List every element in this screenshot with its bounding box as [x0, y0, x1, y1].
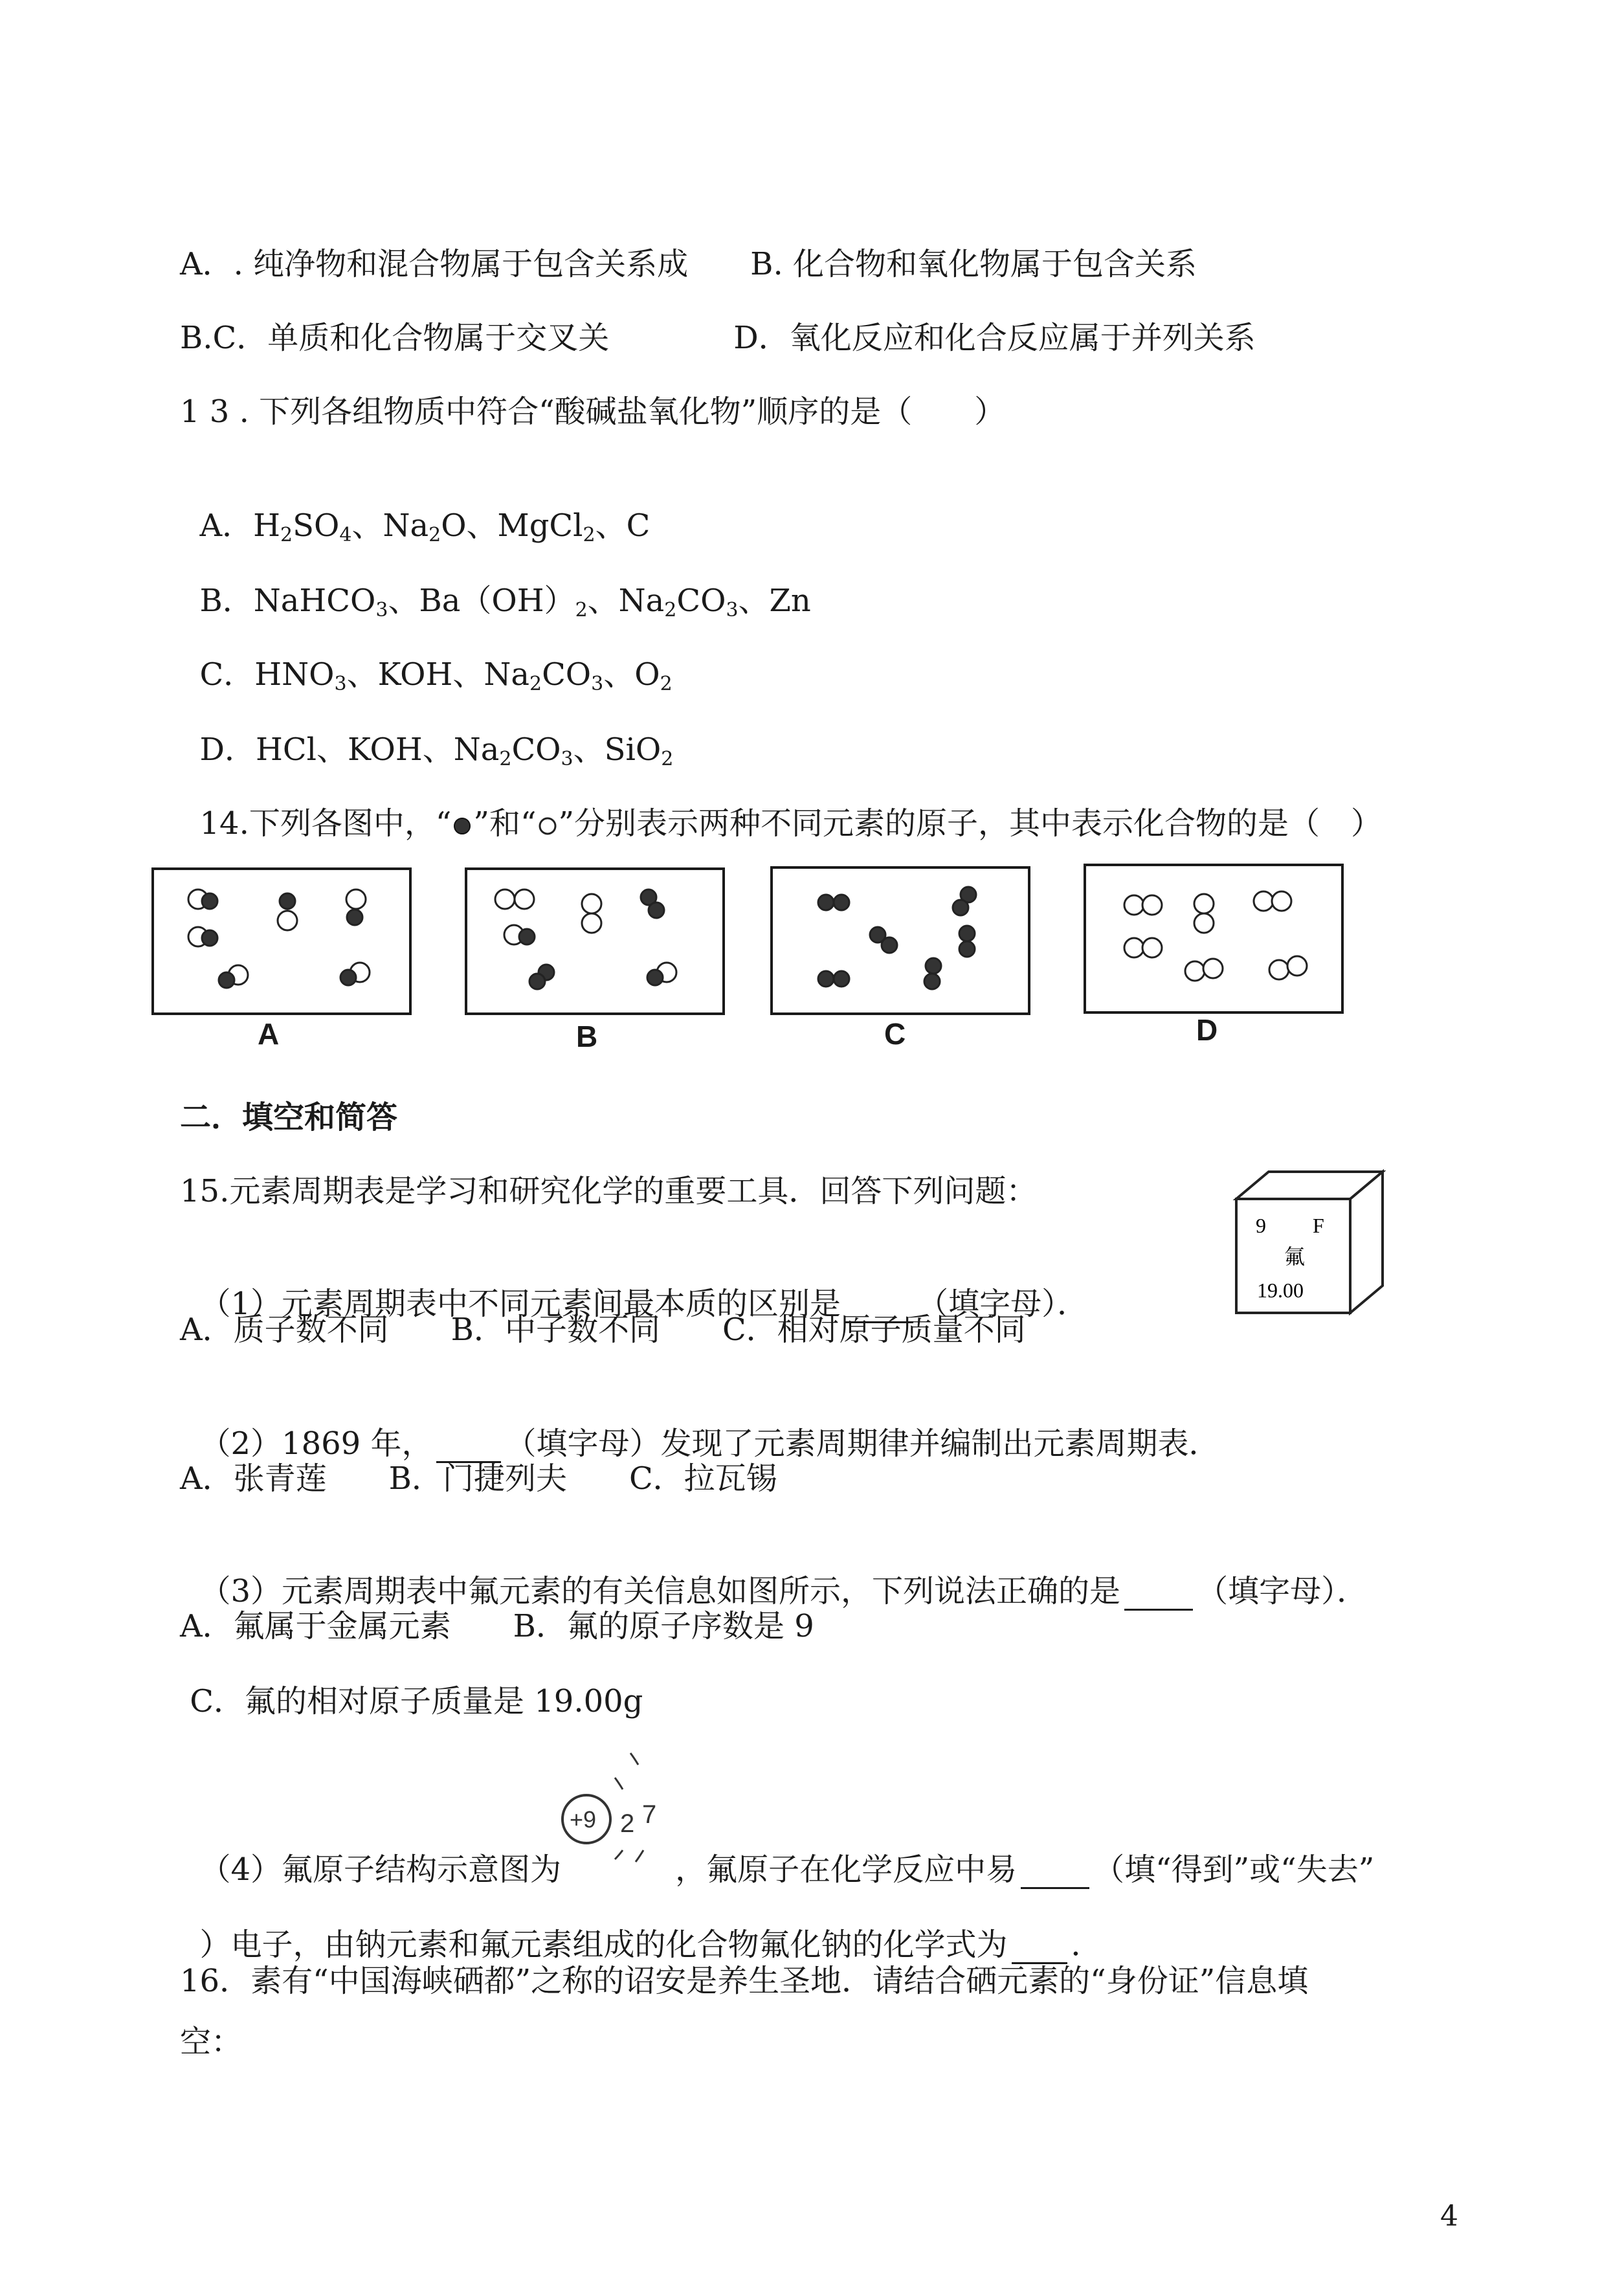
- figure-c-molecules: [773, 869, 1028, 1012]
- q13-option-d: D．HCl、KOH、$Na_2CO_3$、SiO$_2$: [199, 732, 674, 770]
- q15-part-2: （2）1869 年， （填字母）发现了元素周期律并编制出元素周期表．: [199, 1426, 1220, 1462]
- element-name: 氟: [1284, 1245, 1306, 1268]
- figure-b-molecules: [467, 870, 722, 1012]
- figure-d-label: D: [1196, 1013, 1218, 1047]
- q15-part-4: （4）氟原子结构示意图为 ，氟原子在化学反应中易 （填“得到”或“失去”: [199, 1851, 1375, 1888]
- q13-stem: 1 3 . 下列各组物质中符合“酸碱盐氧化物”顺序的是（ ）: [180, 394, 1006, 430]
- figure-d-box: [1084, 864, 1344, 1014]
- q13-option-b: B．NaHCO$_3$、$Ba(OH)_2$、$Na_2CO_3$、Zn: [199, 583, 811, 621]
- shell-2-electrons: 7: [642, 1800, 657, 1829]
- q13-option-c: C．$HNO_3$、KOH、$Na_2CO_3$、$O_2$: [199, 656, 673, 695]
- figure-d-molecules: [1086, 866, 1341, 1011]
- q15-part-4-blank-1[interactable]: [1021, 1859, 1089, 1889]
- fluorine-atom-structure-diagram: [555, 1741, 685, 1864]
- q15-part-2-options: A．张青莲 B．门捷列夫 C．拉瓦锡: [180, 1460, 777, 1497]
- q15-part-2-blank[interactable]: [436, 1433, 501, 1463]
- q15-part-3-options-1: A．氟属于金属元素 B．氟的原子序数是 9: [180, 1608, 814, 1644]
- element-symbol: F: [1313, 1214, 1324, 1237]
- shell-1-electrons: 2: [620, 1809, 635, 1838]
- q15-part-3-options-2: C．氟的相对原子质量是 19.00g: [180, 1683, 643, 1719]
- q15-part-3: （3）元素周期表中氟元素的有关信息如图所示，下列说法正确的是 （填字母）．: [199, 1573, 1368, 1609]
- figure-b-box: [465, 867, 725, 1015]
- q16-line-1: 16．素有“中国海峡硒都”之称的诏安是养生圣地．请结合硒元素的“身份证”信息填: [180, 1963, 1309, 1999]
- figure-c-label: C: [884, 1017, 906, 1051]
- q12-option-line-1: A．. 纯净物和混合物属于包含关系成 B. 化合物和氧化物属于包含关系: [180, 246, 1197, 282]
- figure-a-label: A: [258, 1017, 280, 1051]
- figure-b-label: B: [576, 1020, 598, 1053]
- page-number: 4: [1440, 2200, 1458, 2233]
- q16-line-2: 空：: [180, 2024, 243, 2060]
- q15-part-4-line-2: ）电子，由钠元素和氟元素组成的化合物氟化钠的化学式为 ．: [199, 1927, 1102, 1963]
- nucleus-charge: +9: [570, 1806, 597, 1833]
- q15-part-1-options: A．质子数不同 B．中子数不同 C．相对原子质量不同: [180, 1312, 1026, 1348]
- element-number: 9: [1256, 1214, 1266, 1237]
- q15-part-3-blank[interactable]: [1124, 1580, 1193, 1611]
- q15-part-1: （1）元素周期表中不同元素间最本质的区别是 （填字母）．: [199, 1286, 1089, 1322]
- figure-a-molecules: [154, 870, 409, 1012]
- q14-stem: 14.下列各图中，“ ”和“ ”分别表示两种不同元素的原子，其中表示化合物的是（ ）: [199, 805, 1383, 842]
- q13-option-a: A．$H_2SO_4$、$Na_2O$、MgCl$_2$、C: [199, 508, 651, 546]
- figure-a-box: [151, 867, 412, 1015]
- hollow-atom-icon: [537, 815, 559, 837]
- filled-atom-icon: [451, 815, 473, 837]
- figure-c-box: [770, 866, 1030, 1015]
- element-mass: 19.00: [1257, 1279, 1304, 1302]
- q12-option-line-2: B.C．单质和化合物属于交叉关 D．氧化反应和化合反应属于并列关系: [180, 320, 1256, 356]
- q15-part-4-blank-2[interactable]: [1012, 1934, 1067, 1964]
- fluorine-element-card: [1230, 1165, 1392, 1321]
- section-2-title: 二．填空和简答: [180, 1099, 398, 1135]
- q15-stem: 15.元素周期表是学习和研究化学的重要工具．回答下列问题：: [180, 1173, 1038, 1209]
